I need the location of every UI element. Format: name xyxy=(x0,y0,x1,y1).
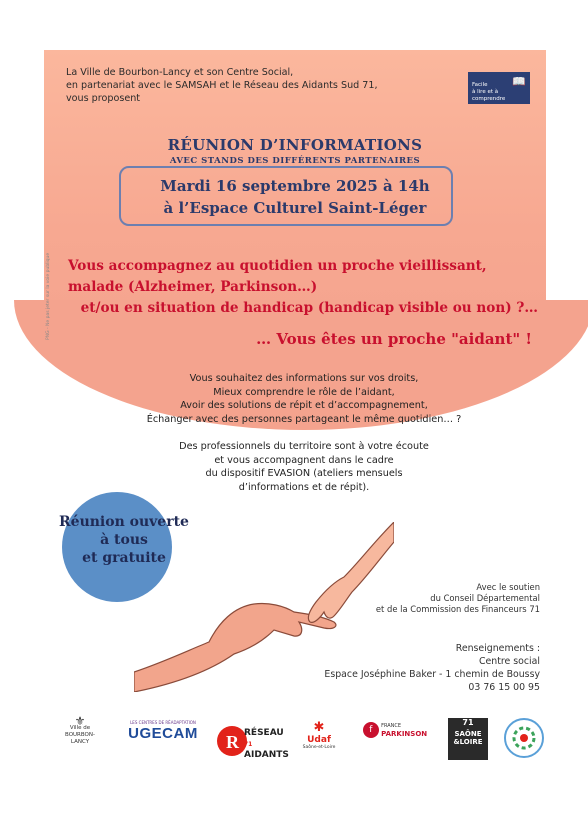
contact-phone: 03 76 15 00 95 xyxy=(468,682,540,693)
open-line: à tous xyxy=(100,532,148,548)
saone-word: SAÔNE xyxy=(454,730,482,738)
svg-text:R: R xyxy=(226,732,239,752)
info-line: Avoir des solutions de répit et d’accompagnement, xyxy=(180,400,428,411)
loire-word: &LOIRE xyxy=(453,738,483,746)
saone-et-loire-logo xyxy=(448,718,488,760)
side-note: PNG - Ne pas jeter sur la voie publique xyxy=(46,252,51,340)
udaf-mark-icon: ✱ xyxy=(313,720,325,735)
book-icon: 📖 xyxy=(512,75,526,88)
reseau-label xyxy=(244,728,289,761)
udaf-logo xyxy=(294,720,344,750)
fp-mark-icon: f xyxy=(363,722,379,738)
saone-number: 71 xyxy=(462,718,474,727)
udaf-tag: Saône-et-Loire xyxy=(302,745,336,750)
event-place: à l’Espace Culturel Saint-Léger xyxy=(163,199,427,217)
aidant-headline: … Vous êtes un proche "aidant" ! xyxy=(256,330,532,348)
udaf-label: Udaf xyxy=(307,735,331,745)
question-line-2: malade (Alzheimer, Parkinson…) xyxy=(68,279,318,295)
contact-line: Centre social xyxy=(478,656,540,667)
contact-info xyxy=(274,642,540,694)
poster xyxy=(44,50,546,790)
info-line: Des professionnels du territoire sont à votre écoute xyxy=(179,441,429,452)
date-frame xyxy=(119,166,453,226)
event-subtitle: AVEC STANDS DES DIFFÉRENTS PARTENAIRES xyxy=(169,156,421,166)
ugecam-label: UGECAM xyxy=(128,725,198,742)
ugecam-logo xyxy=(122,720,204,764)
support-text xyxy=(344,582,540,615)
open-line: et gratuite xyxy=(82,550,166,566)
seal-icon xyxy=(506,720,542,756)
support-line: Avec le soutien xyxy=(476,582,540,592)
info-line: Mieux comprendre le rôle de l’aidant, xyxy=(213,386,395,398)
bourbon-lancy-logo xyxy=(56,714,104,746)
info-line: Échanger avec des personnes partageant le même quotidien… ? xyxy=(146,413,462,425)
partner-logos xyxy=(44,712,546,782)
fp-label-2: PARKINSON xyxy=(381,730,428,738)
reseau-word: RÉSEAU xyxy=(244,728,284,738)
question-line-1: Vous accompagnez au quotidien un proche vieillissant, xyxy=(68,258,487,274)
info-paragraph-2 xyxy=(114,440,494,494)
caregiver-question xyxy=(68,256,538,319)
info-paragraph-1 xyxy=(114,372,494,426)
france-parkinson-logo xyxy=(359,722,431,738)
info-line: d’informations et de répit). xyxy=(238,481,370,493)
department-seal-logo xyxy=(504,718,544,758)
bourbon-label: Ville de BOURBON-LANCY xyxy=(65,725,95,745)
contact-line: Renseignements : xyxy=(455,643,540,654)
contact-address: Espace Joséphine Baker - 1 chemin de Boussy xyxy=(324,669,540,680)
aidants-word: AIDANTS xyxy=(244,750,289,760)
easy-read-label: Facile à lire et à comprendre xyxy=(472,82,506,102)
info-line: Vous souhaitez des informations sur vos droits, xyxy=(189,373,419,384)
support-line: du Conseil Départemental xyxy=(430,593,540,603)
event-title: RÉUNION D’INFORMATIONS xyxy=(167,136,423,154)
event-date: Mardi 16 septembre 2025 à 14h xyxy=(160,177,430,195)
fp-label-1: FRANCE xyxy=(381,723,402,729)
info-line: et vous accompagnent dans le cadre xyxy=(214,454,394,466)
intro-text: La Ville de Bourbon-Lancy et son Centre Social, en partenariat avec le SAMSAH et le Réseau des Aidants Sud 71, vous proposent xyxy=(66,67,378,104)
crest-icon: ⚜ xyxy=(74,714,86,728)
ugecam-small: LES CENTRES DE RÉADAPTATION xyxy=(130,720,196,725)
reseau-number: 71 xyxy=(244,741,253,748)
easy-read-logo xyxy=(468,72,530,104)
support-line: et de la Commission des Financeurs 71 xyxy=(375,604,540,614)
info-line: du dispositif EVASION (ateliers mensuels xyxy=(205,468,403,479)
reseau-aidants-logo xyxy=(216,716,289,766)
open-line: Réunion ouverte xyxy=(59,514,189,530)
question-line-3: et/ou en situation de handicap (handicap visible ou non) ?… xyxy=(80,300,538,316)
